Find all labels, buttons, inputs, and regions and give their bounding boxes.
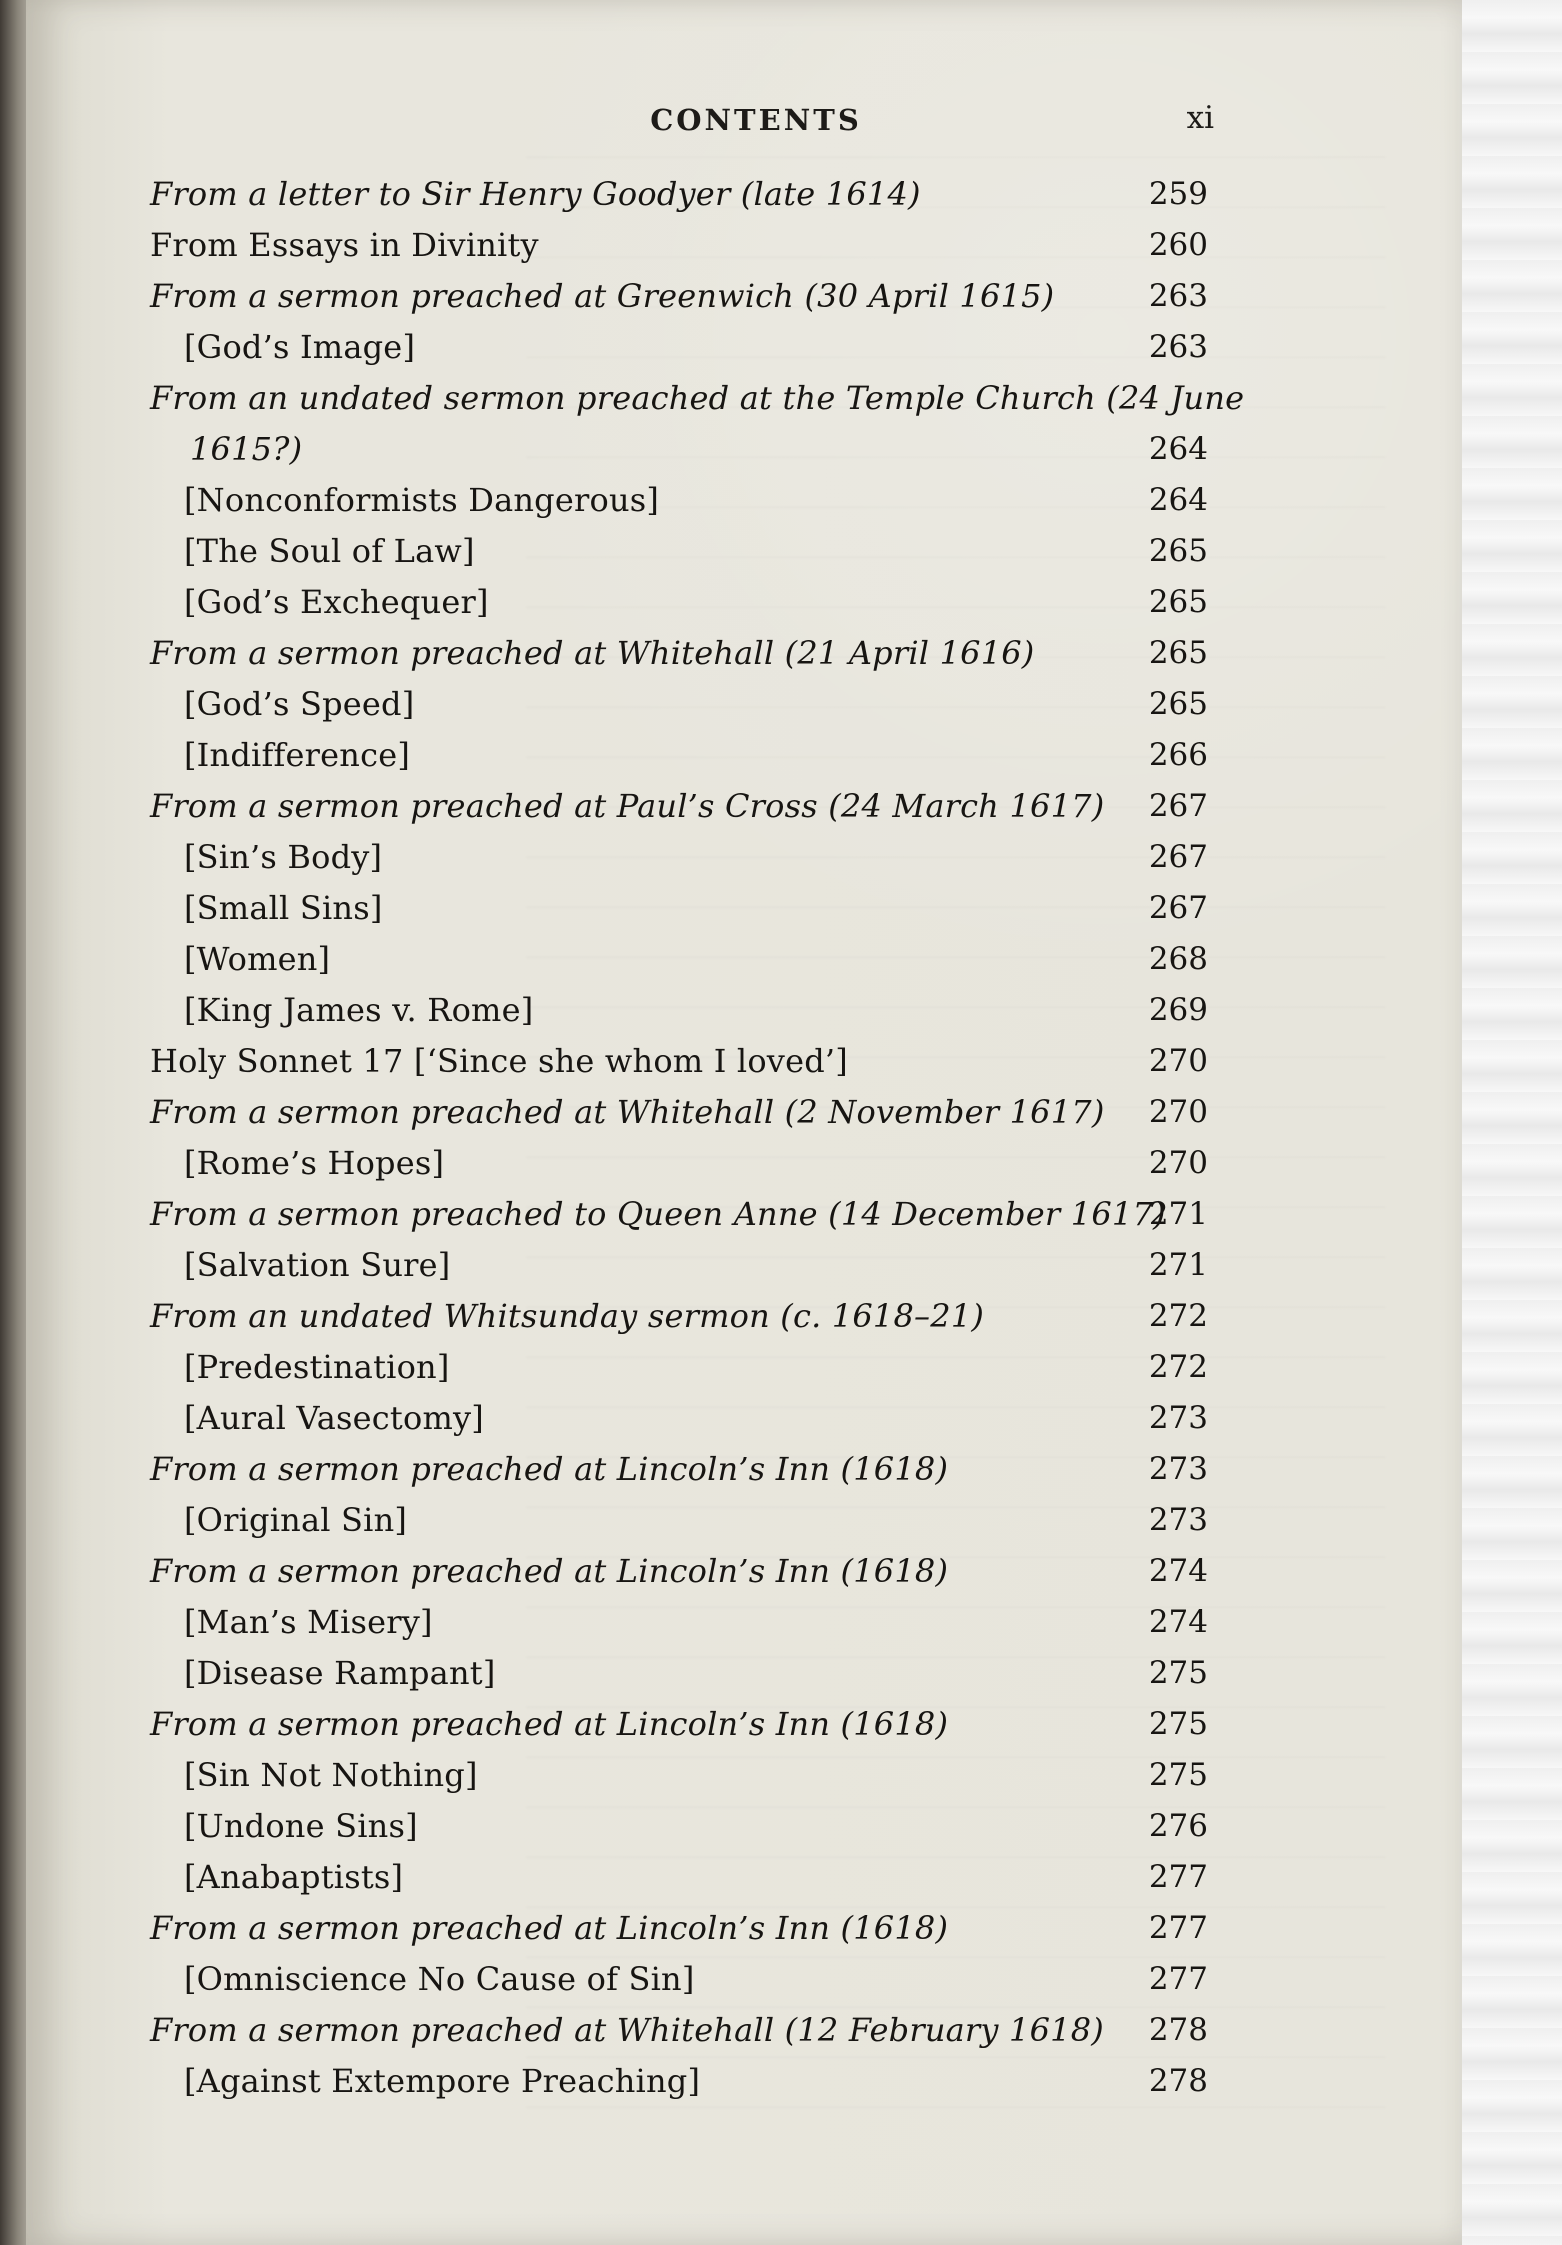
toc-page-number: 265 bbox=[1148, 533, 1208, 569]
toc-entry: [Predestination] bbox=[184, 1348, 450, 1386]
toc-page-number: 267 bbox=[1148, 839, 1208, 875]
toc-entry: From a sermon preached at Lincoln’s Inn (1618) bbox=[150, 1909, 949, 1947]
toc-entry: [Against Extempore Preaching] bbox=[184, 2062, 701, 2100]
toc-page-number: 265 bbox=[1148, 635, 1208, 671]
toc-page-number: 266 bbox=[1148, 737, 1208, 773]
toc-page-number: 272 bbox=[1148, 1349, 1208, 1385]
toc-entry: From a sermon preached at Lincoln’s Inn (1618) bbox=[150, 1552, 949, 1590]
toc-page-number: 264 bbox=[1148, 482, 1208, 518]
toc-entry: [God’s Speed] bbox=[184, 685, 415, 723]
toc-page-number: 277 bbox=[1148, 1961, 1208, 1997]
toc-page-number: 277 bbox=[1148, 1910, 1208, 1946]
toc-page-number: 264 bbox=[1148, 431, 1208, 467]
toc-page-number: 273 bbox=[1148, 1451, 1208, 1487]
toc-page-number: 270 bbox=[1148, 1094, 1208, 1130]
toc-page-number: 263 bbox=[1148, 278, 1208, 314]
toc-entry: [Indifference] bbox=[184, 736, 411, 774]
toc-page-number: 272 bbox=[1148, 1298, 1208, 1334]
toc-page-number: 275 bbox=[1148, 1706, 1208, 1742]
toc-entry: From a sermon preached at Greenwich (30 April 1615) bbox=[150, 277, 1055, 315]
toc-page-number: 265 bbox=[1148, 584, 1208, 620]
toc-page-number: 273 bbox=[1148, 1502, 1208, 1538]
toc-entry: [Nonconformists Dangerous] bbox=[184, 481, 660, 519]
toc-page-number: 271 bbox=[1148, 1247, 1208, 1283]
toc-entry: From a sermon preached at Lincoln’s Inn (1618) bbox=[150, 1705, 949, 1743]
toc-page-number: 263 bbox=[1148, 329, 1208, 365]
toc-entry: [Anabaptists] bbox=[184, 1858, 404, 1896]
toc-entry: From a sermon preached at Whitehall (21 April 1616) bbox=[150, 634, 1035, 672]
toc-entry: [Small Sins] bbox=[184, 889, 383, 927]
toc-entry: From a sermon preached at Lincoln’s Inn (1618) bbox=[150, 1450, 949, 1488]
toc-page-number: 278 bbox=[1148, 2063, 1208, 2099]
toc-entry: [Aural Vasectomy] bbox=[184, 1399, 484, 1437]
toc-page-number: 274 bbox=[1148, 1553, 1208, 1589]
toc-entry: From a letter to Sir Henry Goodyer (late 1614) bbox=[150, 175, 921, 213]
toc-entry: From Essays in Divinity bbox=[150, 226, 539, 264]
toc-page-number: 265 bbox=[1148, 686, 1208, 722]
toc-page-number: 260 bbox=[1148, 227, 1208, 263]
page-number: xi bbox=[1186, 100, 1214, 136]
toc-page-number: 267 bbox=[1148, 788, 1208, 824]
toc-entry: [Salvation Sure] bbox=[184, 1246, 451, 1284]
toc-page-number: 275 bbox=[1148, 1757, 1208, 1793]
toc-entry: [God’s Exchequer] bbox=[184, 583, 489, 621]
toc-page-number: 273 bbox=[1148, 1400, 1208, 1436]
toc-entry: [Disease Rampant] bbox=[184, 1654, 496, 1692]
toc-page-number: 275 bbox=[1148, 1655, 1208, 1691]
toc-entry: From a sermon preached at Paul’s Cross (24 March 1617) bbox=[150, 787, 1105, 825]
toc-entry: [Undone Sins] bbox=[184, 1807, 418, 1845]
toc-entry: [Man’s Misery] bbox=[184, 1603, 433, 1641]
toc-entry: 1615?) bbox=[190, 430, 303, 468]
toc-entry: [Sin’s Body] bbox=[184, 838, 383, 876]
page-title: CONTENTS bbox=[650, 103, 862, 137]
toc-page-number: 276 bbox=[1148, 1808, 1208, 1844]
toc-entry: [Original Sin] bbox=[184, 1501, 408, 1539]
toc-page-number: 268 bbox=[1148, 941, 1208, 977]
toc-entry: Holy Sonnet 17 [‘Since she whom I loved’] bbox=[150, 1042, 848, 1080]
background-surface bbox=[1461, 0, 1562, 2245]
toc-page-number: 277 bbox=[1148, 1859, 1208, 1895]
toc-page-number: 278 bbox=[1148, 2012, 1208, 2048]
toc-entry: [The Soul of Law] bbox=[184, 532, 475, 570]
toc-page-number: 259 bbox=[1148, 176, 1208, 212]
toc-page-number: 271 bbox=[1148, 1196, 1208, 1232]
toc-entry: From a sermon preached to Queen Anne (14 December 1617) bbox=[150, 1195, 1166, 1233]
toc-page-number: 270 bbox=[1148, 1145, 1208, 1181]
toc-page-number: 274 bbox=[1148, 1604, 1208, 1640]
toc-entry: [Omniscience No Cause of Sin] bbox=[184, 1960, 695, 1998]
toc-entry: From an undated Whitsunday sermon (c. 1618–21) bbox=[150, 1297, 985, 1335]
toc-entry: From a sermon preached at Whitehall (12 February 1618) bbox=[150, 2011, 1104, 2049]
toc-page-number: 267 bbox=[1148, 890, 1208, 926]
toc-page-number: 269 bbox=[1148, 992, 1208, 1028]
toc-entry: [King James v. Rome] bbox=[184, 991, 534, 1029]
toc-entry: [Rome’s Hopes] bbox=[184, 1144, 445, 1182]
toc-entry: [Sin Not Nothing] bbox=[184, 1756, 478, 1794]
toc-entry: [God’s Image] bbox=[184, 328, 416, 366]
toc-entry: From a sermon preached at Whitehall (2 November 1617) bbox=[150, 1093, 1105, 1131]
book-page bbox=[26, 0, 1462, 2245]
toc-entry: [Women] bbox=[184, 940, 331, 978]
toc-entry: From an undated sermon preached at the Temple Church (24 June bbox=[150, 379, 1245, 417]
toc-page-number: 270 bbox=[1148, 1043, 1208, 1079]
